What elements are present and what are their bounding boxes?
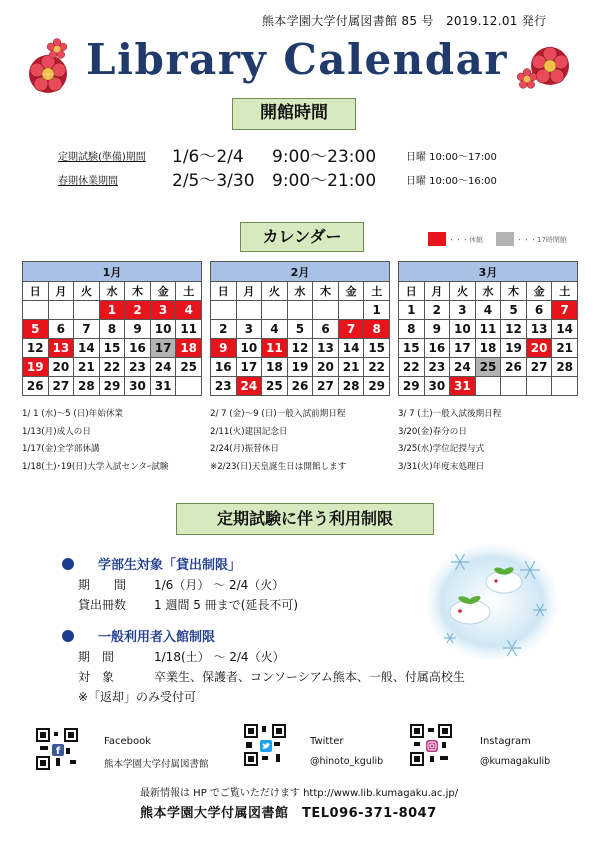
instagram-label: Instagram <box>480 736 531 747</box>
day-cell: 24 <box>236 377 262 396</box>
calendar-note: 1/13(月)成人の日 <box>22 426 91 437</box>
day-cell: 13 <box>48 339 74 358</box>
bullet-icon <box>62 558 74 570</box>
restriction-heading-students: 学部生対象「貸出制限」 <box>98 558 242 573</box>
day-cell: 10 <box>236 339 262 358</box>
day-cell: 12 <box>23 339 49 358</box>
restriction-label: 貸出冊数 <box>78 598 127 612</box>
weekday-label: 金 <box>526 282 552 301</box>
day-cell: 20 <box>526 339 552 358</box>
day-cell: 8 <box>399 320 425 339</box>
hours-dates: 1/6～2/4 <box>172 147 244 167</box>
day-cell: 11 <box>475 320 501 339</box>
calendar-note: 1/17(金)全学部休講 <box>22 444 100 454</box>
flower-ornament-left-icon <box>28 54 68 94</box>
day-cell: 10 <box>150 320 176 339</box>
day-cell: 3 <box>150 301 176 320</box>
day-cell: 8 <box>364 320 390 339</box>
day-cell: 4 <box>262 320 288 339</box>
calendar-note: 1/ 1 (水)～5 (日)年始休業 <box>22 409 124 419</box>
hours-dates: 2/5～3/30 <box>172 171 255 191</box>
day-cell: 7 <box>338 320 364 339</box>
notes-january <box>22 406 168 476</box>
legend-short-swatch <box>496 232 514 246</box>
day-cell: 11 <box>262 339 288 358</box>
weekday-label: 木 <box>125 282 151 301</box>
day-cell: 26 <box>501 358 527 377</box>
day-cell: 9 <box>424 320 450 339</box>
week-row <box>23 358 202 377</box>
month-header: 2月 <box>211 262 390 282</box>
day-cell: 25 <box>262 377 288 396</box>
month-table <box>398 261 578 396</box>
calendar-note: 2/11(火)建国記念日 <box>210 426 288 437</box>
snow-rabbit-illustration <box>420 540 560 665</box>
day-cell: 16 <box>424 339 450 358</box>
restriction-value: 1/18(土） ～ 2/4（火） <box>154 650 285 664</box>
empty-day-cell <box>475 377 501 396</box>
day-cell: 19 <box>23 358 49 377</box>
calendar-note: 3/20(金)春分の日 <box>398 426 467 437</box>
empty-day-cell <box>552 377 578 396</box>
day-cell: 25 <box>176 358 202 377</box>
weekday-label: 日 <box>399 282 425 301</box>
twitter-qr-code[interactable] <box>244 724 286 766</box>
week-row <box>211 301 390 320</box>
day-cell: 1 <box>364 301 390 320</box>
day-cell: 9 <box>211 339 237 358</box>
week-row <box>399 339 578 358</box>
day-cell: 2 <box>125 301 151 320</box>
calendar-note: 3/ 7 (土)一般入試後期日程 <box>398 409 502 419</box>
hours-time: 9:00～23:00 <box>272 147 377 167</box>
day-cell: 23 <box>211 377 237 396</box>
twitter-handle[interactable]: @hinoto_kgulib <box>310 756 384 767</box>
facebook-qr-code[interactable] <box>36 728 78 770</box>
week-row <box>399 358 578 377</box>
day-cell: 22 <box>99 358 125 377</box>
week-row <box>23 377 202 396</box>
restriction-heading-general: 一般利用者入館制限 <box>98 630 216 645</box>
empty-day-cell <box>313 301 339 320</box>
day-cell: 15 <box>364 339 390 358</box>
hours-period-label: 春期休業期間 <box>58 176 118 187</box>
instagram-qr-code[interactable] <box>410 724 452 766</box>
weekday-label: 日 <box>211 282 237 301</box>
day-cell: 16 <box>211 358 237 377</box>
month-header: 3月 <box>399 262 578 282</box>
hours-row-exam <box>58 142 528 167</box>
hours-sunday: 日曜 10:00～16:00 <box>406 176 497 187</box>
day-cell: 31 <box>450 377 476 396</box>
empty-day-cell <box>48 301 74 320</box>
day-cell: 28 <box>338 377 364 396</box>
day-cell: 30 <box>424 377 450 396</box>
weekday-label: 火 <box>262 282 288 301</box>
day-cell: 21 <box>74 358 100 377</box>
day-cell: 16 <box>125 339 151 358</box>
week-row <box>23 301 202 320</box>
day-cell: 21 <box>552 339 578 358</box>
empty-day-cell <box>526 377 552 396</box>
restriction-value: 1 週間 5 冊まで(延長不可) <box>154 598 299 612</box>
facebook-handle[interactable]: 熊本学園大学付属図書館 <box>104 759 209 770</box>
day-cell: 6 <box>526 301 552 320</box>
day-cell: 29 <box>99 377 125 396</box>
notes-march <box>398 406 501 476</box>
day-cell: 2 <box>424 301 450 320</box>
day-cell: 18 <box>262 358 288 377</box>
day-cell: 14 <box>552 320 578 339</box>
day-cell: 12 <box>287 339 313 358</box>
instagram-handle[interactable]: @kumagakulib <box>480 756 551 767</box>
day-cell: 12 <box>501 320 527 339</box>
day-cell: 14 <box>338 339 364 358</box>
day-cell: 17 <box>236 358 262 377</box>
week-row <box>211 377 390 396</box>
day-cell: 19 <box>501 339 527 358</box>
weekday-label: 金 <box>338 282 364 301</box>
restriction-value: 卒業生、保護者、コンソーシアム熊本、一般、付属高校生 <box>154 670 465 684</box>
day-cell: 10 <box>450 320 476 339</box>
weekday-label: 木 <box>501 282 527 301</box>
day-cell: 19 <box>287 358 313 377</box>
restriction-value: 1/6（月） ～ 2/4（火） <box>154 578 285 592</box>
notes-february <box>210 406 346 476</box>
calendar-march <box>398 261 578 396</box>
weekday-label: 木 <box>313 282 339 301</box>
issue-info: 熊本学園大学付属図書館 85 号 2019.12.01 発行 <box>262 14 547 28</box>
day-cell: 24 <box>450 358 476 377</box>
day-cell: 23 <box>424 358 450 377</box>
day-cell: 1 <box>99 301 125 320</box>
day-cell: 31 <box>150 377 176 396</box>
weekday-label: 土 <box>552 282 578 301</box>
empty-day-cell <box>338 301 364 320</box>
twitter-label: Twitter <box>310 736 344 747</box>
restriction-label: 期 間 <box>78 650 115 664</box>
weekday-label: 月 <box>48 282 74 301</box>
day-cell: 5 <box>501 301 527 320</box>
day-cell: 27 <box>313 377 339 396</box>
month-table <box>22 261 202 396</box>
weekday-label: 水 <box>475 282 501 301</box>
day-cell: 22 <box>399 358 425 377</box>
day-cell: 4 <box>176 301 202 320</box>
weekday-label: 火 <box>74 282 100 301</box>
weekday-label: 水 <box>99 282 125 301</box>
day-cell: 13 <box>526 320 552 339</box>
legend-closed-label: ・・・休館 <box>448 236 483 244</box>
day-cell: 30 <box>125 377 151 396</box>
weekday-label: 月 <box>236 282 262 301</box>
week-row <box>211 358 390 377</box>
day-cell: 27 <box>48 377 74 396</box>
calendar-note: 3/31(火)年度末処理日 <box>398 461 485 472</box>
weekday-label: 月 <box>424 282 450 301</box>
calendar-note: 3/25(水)学位記授与式 <box>398 444 485 454</box>
day-cell: 23 <box>125 358 151 377</box>
day-cell: 15 <box>99 339 125 358</box>
weekday-label: 金 <box>150 282 176 301</box>
day-cell: 4 <box>475 301 501 320</box>
week-row <box>23 339 202 358</box>
day-cell: 17 <box>150 339 176 358</box>
flower-ornament-small-left-icon <box>46 38 68 60</box>
day-cell: 27 <box>526 358 552 377</box>
day-cell: 17 <box>450 339 476 358</box>
hours-row-spring <box>58 166 528 191</box>
day-cell: 26 <box>23 377 49 396</box>
legend-closed-swatch <box>428 232 446 246</box>
day-cell: 8 <box>99 320 125 339</box>
day-cell: 11 <box>176 320 202 339</box>
legend-short-label: ・・・17時閉館 <box>516 236 567 244</box>
calendar-note: 2/24(月)振替休日 <box>210 444 279 454</box>
hours-section-title: 開館時間 <box>232 98 356 130</box>
hours-time: 9:00～21:00 <box>272 171 377 191</box>
day-cell: 28 <box>552 358 578 377</box>
day-cell: 15 <box>399 339 425 358</box>
week-row <box>211 320 390 339</box>
restriction-label: 対 象 <box>78 670 115 684</box>
weekday-label: 土 <box>176 282 202 301</box>
day-cell: 1 <box>399 301 425 320</box>
weekday-label: 火 <box>450 282 476 301</box>
week-row <box>23 320 202 339</box>
footer-website-note[interactable]: 最新情報は HP でご覧いただけます http://www.lib.kumagaku.ac.jp/ <box>140 788 459 799</box>
empty-day-cell <box>262 301 288 320</box>
day-cell: 5 <box>23 320 49 339</box>
week-row <box>399 377 578 396</box>
weekday-label: 土 <box>364 282 390 301</box>
day-cell: 25 <box>475 358 501 377</box>
page-title: Library Calendar <box>86 35 508 84</box>
day-cell: 2 <box>211 320 237 339</box>
flower-ornament-small-right-icon <box>516 68 538 90</box>
restrictions-section-title: 定期試験に伴う利用制限 <box>176 503 434 535</box>
day-cell: 18 <box>475 339 501 358</box>
day-cell: 14 <box>74 339 100 358</box>
empty-day-cell <box>236 301 262 320</box>
calendar-note: 2/ 7 (金)～9 (日)一般入試前期日程 <box>210 409 346 419</box>
empty-day-cell <box>287 301 313 320</box>
empty-day-cell <box>23 301 49 320</box>
month-header: 1月 <box>23 262 202 282</box>
bullet-icon <box>62 630 74 642</box>
day-cell: 20 <box>48 358 74 377</box>
calendar-january <box>22 261 202 396</box>
day-cell: 24 <box>150 358 176 377</box>
calendar-note: ※2/23(日)天皇誕生日は開館します <box>210 461 347 472</box>
day-cell: 7 <box>74 320 100 339</box>
day-cell: 26 <box>287 377 313 396</box>
day-cell: 21 <box>338 358 364 377</box>
day-cell: 6 <box>48 320 74 339</box>
day-cell: 29 <box>399 377 425 396</box>
weekday-label: 日 <box>23 282 49 301</box>
day-cell: 20 <box>313 358 339 377</box>
day-cell: 28 <box>74 377 100 396</box>
day-cell: 3 <box>236 320 262 339</box>
day-cell: 22 <box>364 358 390 377</box>
calendar-note: 1/18(土)･19(日)大学入試センタｰ試験 <box>22 461 169 472</box>
calendar-february <box>210 261 390 396</box>
empty-day-cell <box>74 301 100 320</box>
week-row <box>211 339 390 358</box>
restriction-label: 期 間 <box>78 578 127 592</box>
facebook-label: Facebook <box>104 736 151 747</box>
day-cell: 5 <box>287 320 313 339</box>
day-cell: 13 <box>313 339 339 358</box>
empty-day-cell <box>176 377 202 396</box>
day-cell: 29 <box>364 377 390 396</box>
day-cell: 3 <box>450 301 476 320</box>
empty-day-cell <box>501 377 527 396</box>
restriction-note: ※「返却」のみ受付可 <box>78 690 197 704</box>
day-cell: 18 <box>176 339 202 358</box>
calendar-section-title: カレンダー <box>240 222 364 252</box>
hours-period-label: 定期試験(準備)期間 <box>58 152 146 163</box>
day-cell: 7 <box>552 301 578 320</box>
day-cell: 6 <box>313 320 339 339</box>
hours-sunday: 日曜 10:00～17:00 <box>406 152 497 163</box>
week-row <box>399 320 578 339</box>
svg-text:f: f <box>55 746 61 757</box>
month-table <box>210 261 390 396</box>
empty-day-cell <box>211 301 237 320</box>
footer-library-contact: 熊本学園大学付属図書館 TEL096-371-8047 <box>140 806 437 821</box>
week-row <box>399 301 578 320</box>
day-cell: 9 <box>125 320 151 339</box>
weekday-label: 水 <box>287 282 313 301</box>
